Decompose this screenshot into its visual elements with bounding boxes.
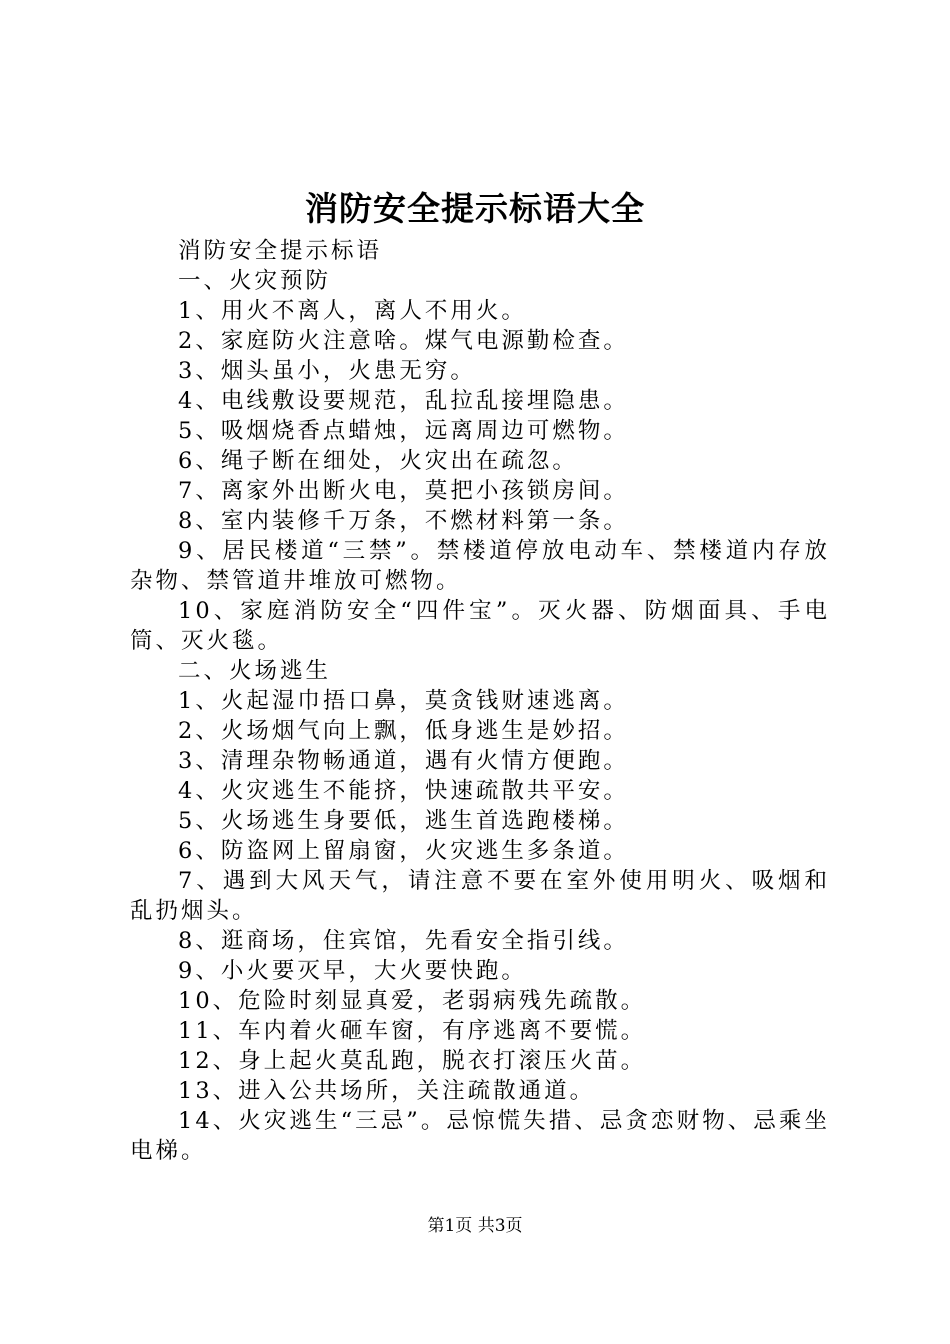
slogan-line: 4、火灾逃生不能挤，快速疏散共平安。 (178, 778, 629, 804)
page-footer: 第1页 共3页 (427, 1216, 523, 1236)
slogan-line: 8、室内装修千万条，不燃材料第一条。 (178, 508, 629, 534)
document-body (130, 236, 830, 1166)
slogan-line: 8、逛商场，住宾馆，先看安全指引线。 (178, 928, 629, 954)
slogan-line: 10、家庭消防安全“四件宝”。灭火器、防烟面具、手电筒、灭火毯。 (130, 598, 830, 654)
slogan-line: 3、烟头虽小，火患无穷。 (178, 358, 476, 384)
slogan-line: 14、火灾逃生“三忌”。忌惊慌失措、忌贪恋财物、忌乘坐电梯。 (130, 1108, 830, 1164)
slogan-line: 6、防盗网上留扇窗，火灾逃生多条道。 (178, 838, 629, 864)
section-heading-escape: 二、火场逃生 (178, 658, 332, 684)
subtitle-line: 消防安全提示标语 (178, 238, 383, 264)
slogan-line: 7、遇到大风天气，请注意不要在室外使用明火、吸烟和乱扔烟头。 (130, 868, 830, 924)
slogan-line: 4、电线敷设要规范，乱拉乱接埋隐患。 (178, 388, 629, 414)
slogan-line: 11、车内着火砸车窗，有序逃离不要慌。 (178, 1018, 647, 1044)
slogan-line: 7、离家外出断火电，莫把小孩锁房间。 (178, 478, 629, 504)
slogan-line: 5、吸烟烧香点蜡烛，远离周边可燃物。 (178, 418, 629, 444)
slogan-line: 9、居民楼道“三禁”。禁楼道停放电动车、禁楼道内存放杂物、禁管道井堆放可燃物。 (130, 538, 830, 594)
slogan-line: 1、用火不离人，离人不用火。 (178, 298, 527, 324)
slogan-line: 2、火场烟气向上飘，低身逃生是妙招。 (178, 718, 629, 744)
slogan-line: 2、家庭防火注意啥。煤气电源勤检查。 (178, 328, 629, 354)
document-title: 消防安全提示标语大全 (305, 189, 645, 228)
slogan-line: 1、火起湿巾捂口鼻，莫贪钱财速逃离。 (178, 688, 629, 714)
slogan-line: 9、小火要灭早，大火要快跑。 (178, 958, 527, 984)
slogan-line: 5、火场逃生身要低，逃生首选跑楼梯。 (178, 808, 629, 834)
slogan-line: 10、危险时刻显真爱，老弱病残先疏散。 (178, 988, 647, 1014)
slogan-line: 3、清理杂物畅通道，遇有火情方便跑。 (178, 748, 629, 774)
slogan-line: 6、绳子断在细处，火灾出在疏忽。 (178, 448, 578, 474)
slogan-line: 12、身上起火莫乱跑，脱衣打滚压火苗。 (178, 1048, 647, 1074)
slogan-line: 13、进入公共场所，关注疏散通道。 (178, 1078, 596, 1104)
section-heading-prevention: 一、火灾预防 (178, 268, 332, 294)
